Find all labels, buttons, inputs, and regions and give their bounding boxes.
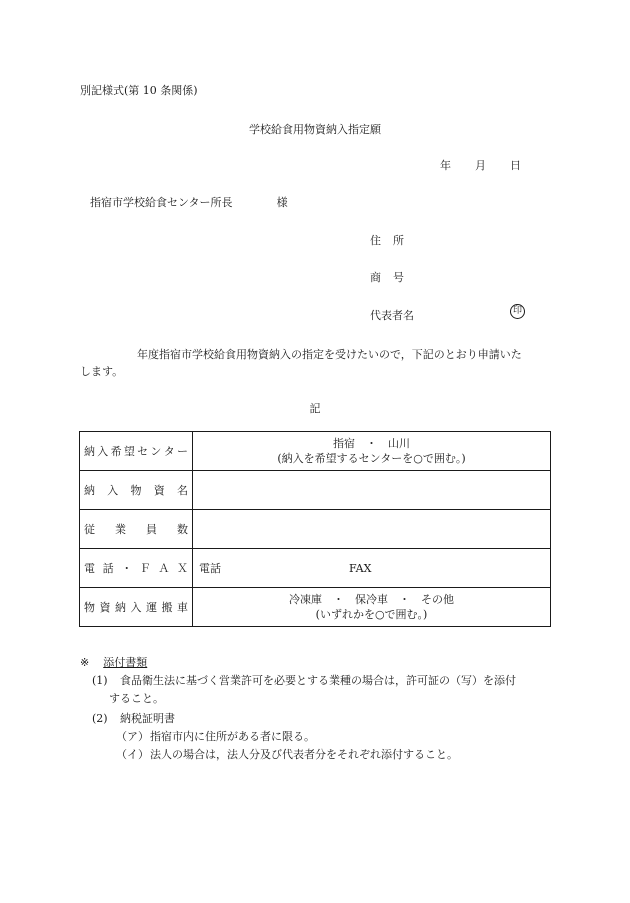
trade-name-label: 商号 (370, 271, 416, 284)
representative-label: 代表者名 (370, 309, 414, 322)
addressee-honorific: 様 (276, 196, 288, 209)
table-row-employees (80, 510, 551, 549)
note-item-2b (116, 746, 458, 762)
center-options[interactable]: 指宿 ・ 山川 (333, 437, 410, 450)
date-day-field[interactable]: 日 (510, 159, 521, 172)
applicant-trade-name-row[interactable] (370, 269, 416, 285)
employees-label-cell (80, 510, 193, 549)
vehicle-label (84, 600, 188, 615)
center-label-cell (80, 432, 193, 471)
note-item-1-text: 食品衛生法に基づく営業許可を必要とする業種の場合は，許可証の（写）を添付 (120, 674, 516, 687)
label-char: 名 (177, 483, 188, 497)
label-char: Ｘ (176, 561, 188, 575)
goods-label (84, 483, 188, 498)
form-reference: 別記様式(第 10 条関係) (80, 84, 198, 97)
note-mark: ※ (80, 656, 90, 669)
address-label: 住所 (370, 234, 416, 247)
note-item-2a (116, 728, 315, 744)
center-instruction: (納入を希望するセンターを○で囲む。) (277, 452, 466, 465)
label-char: 納 (84, 444, 95, 458)
ki-heading: 記 (309, 402, 321, 415)
label-char: ・ (121, 561, 133, 575)
phone-value-cell[interactable] (193, 549, 551, 588)
note-item-1-continued: すること。 (109, 692, 164, 705)
date-line (440, 157, 521, 173)
application-table (79, 431, 551, 627)
tel-label: 電話 (199, 561, 221, 575)
goods-value-cell[interactable] (193, 471, 551, 510)
fax-label: FAX (349, 561, 372, 575)
label-char: 数 (177, 522, 188, 536)
label-char: 入 (107, 483, 119, 497)
attachments-title: 添付書類 (103, 656, 148, 669)
vehicle-value-cell[interactable] (193, 588, 551, 627)
label-char: 入 (97, 444, 109, 458)
employees-label (84, 522, 188, 537)
label-char: Ｆ (139, 561, 151, 575)
center-value-cell[interactable] (193, 432, 551, 471)
label-char: 納 (115, 600, 126, 614)
table-row-center (80, 432, 551, 471)
note-item-1 (92, 672, 516, 688)
vehicle-options[interactable]: 冷凍庫 ・ 保冷車 ・ その他 (289, 593, 454, 606)
goods-label-cell (80, 471, 193, 510)
label-char: 搬 (161, 600, 173, 614)
label-char: 員 (146, 522, 157, 536)
employees-value-cell[interactable] (193, 510, 551, 549)
intro-text-line-1: 年度指宿市学校給食用物資納入の指定を受けたいので，下記のとおり申請いた (137, 348, 522, 361)
applicant-address-row[interactable] (370, 232, 416, 248)
date-year-field[interactable]: 年 (440, 159, 451, 172)
phone-label-cell (80, 549, 193, 588)
table-row-phone (80, 549, 551, 588)
note-item-1-number: (1) (92, 674, 108, 687)
label-char: 電 (84, 561, 95, 575)
intro-text-line-2: します。 (80, 365, 124, 378)
center-label (84, 444, 188, 459)
date-month-field[interactable]: 月 (475, 159, 486, 172)
note-item-2a-number: （ア） (116, 730, 149, 743)
label-char: 入 (130, 600, 142, 614)
note-item-2 (92, 710, 175, 726)
addressee-name: 指宿市学校給食センター所長 (90, 196, 233, 209)
note-item-2-text: 納税証明書 (120, 712, 175, 725)
label-char: 資 (153, 483, 165, 497)
table-row-goods (80, 471, 551, 510)
note-item-2b-text: 法人の場合は，法人分及び代表者分をそれぞれ添付すること。 (150, 748, 458, 761)
label-char: 望 (123, 444, 135, 458)
seal-mark-icon: 印 (510, 304, 525, 319)
label-char: セ (137, 444, 149, 458)
label-char: 話 (102, 561, 114, 575)
attachments-heading (80, 654, 147, 670)
vehicle-instruction: (いずれかを○で囲む。) (315, 608, 428, 621)
label-char: 車 (177, 600, 188, 614)
label-char: 業 (115, 522, 126, 536)
label-char: 納 (84, 483, 95, 497)
label-char: タ (163, 444, 175, 458)
note-item-2a-text: 指宿市内に住所がある者に限る。 (150, 730, 315, 743)
note-item-2-number: (2) (92, 712, 108, 725)
label-char: 運 (146, 600, 157, 614)
label-char: 希 (110, 444, 122, 458)
phone-fax-label (84, 561, 188, 576)
label-char: Ａ (158, 561, 170, 575)
addressee (90, 194, 288, 210)
document-title: 学校給食用物資納入指定願 (249, 123, 381, 136)
table-row-vehicle (80, 588, 551, 627)
label-char: ー (176, 444, 188, 458)
note-item-2b-number: （イ） (116, 748, 149, 761)
label-char: ン (150, 444, 162, 458)
label-char: 資 (99, 600, 111, 614)
vehicle-label-cell (80, 588, 193, 627)
applicant-representative-row[interactable] (370, 307, 414, 323)
label-char: 従 (84, 522, 95, 536)
label-char: 物 (130, 483, 142, 497)
label-char: 物 (84, 600, 95, 614)
